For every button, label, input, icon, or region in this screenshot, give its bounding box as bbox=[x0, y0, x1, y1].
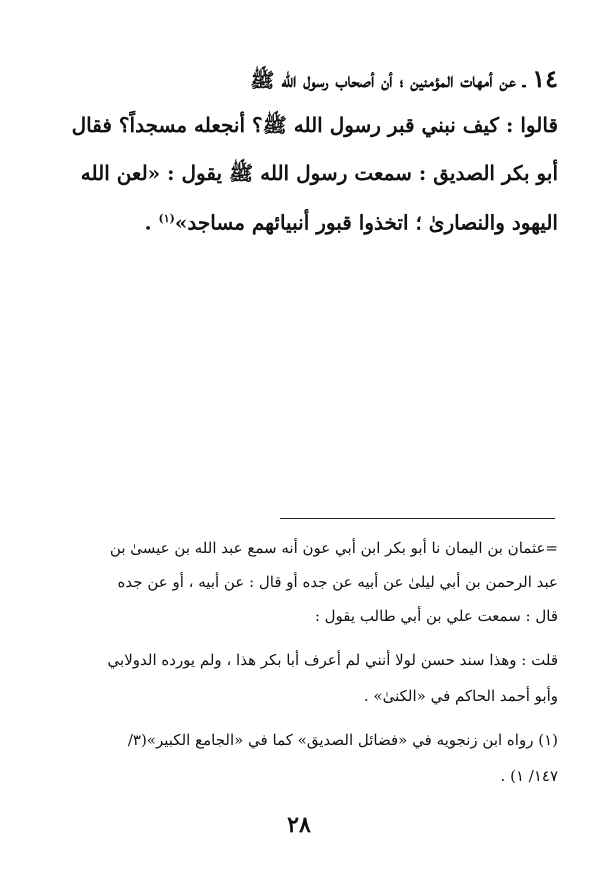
footnote-1-line-2: ١٤٧/ ١) . bbox=[500, 767, 558, 785]
footnote-note-line-1: قلت : وهذا سند حسن لولا أنني لم أعرف أبا بكر هذا ، ولم يورده الدولابي bbox=[107, 651, 558, 669]
footnote-1-line-1: (١) رواه ابن زنجويه في «فضائل الصديق» كما في «الجامع الكبير»(٣/ bbox=[127, 731, 558, 749]
footnote-separator bbox=[280, 518, 555, 519]
main-text-line-1 bbox=[28, 62, 558, 96]
main-text-line-3: أبو بكر الصديق : سمعت رسول الله ﷺ يقول : «لعن الله bbox=[80, 161, 558, 185]
hadith-number: ١٤ bbox=[532, 64, 558, 93]
main-text-line-4-end: . bbox=[144, 210, 159, 235]
footnote-continuation-line-2: عبد الرحمن بن أبي ليلىٰ عن أبيه عن جده أو قال : عن أبيه ، أو عن جده bbox=[117, 573, 558, 591]
main-text-line-4 bbox=[28, 202, 558, 236]
main-text-line-2: قالوا : كيف نبني قبر رسول الله ﷺ؟ أنجعله مسجداً؟ فقال bbox=[71, 113, 558, 137]
main-text-line-4-body: اليهود والنصارىٰ ؛ اتخذوا قبور أنبيائهم مساجد» bbox=[174, 210, 558, 235]
main-text-line-1-body: ـ عن أمهات المؤمنين ؛ أن أصحاب رسول الله ﷺ bbox=[250, 68, 526, 92]
footnote-continuation-line-1: =عثمان بن اليمان نا أبو بكر ابن أبي عون أنه سمع عبد الله بن عيسىٰ بن bbox=[109, 539, 558, 557]
footnote-continuation-line-3: قال : سمعت علي بن أبي طالب يقول : bbox=[314, 607, 558, 625]
page-number: ٢٨ bbox=[287, 812, 311, 838]
footnote-note-line-2: وأبو أحمد الحاكم في «الكنىٰ» . bbox=[363, 687, 558, 705]
footnote-reference: (١) bbox=[158, 212, 175, 225]
